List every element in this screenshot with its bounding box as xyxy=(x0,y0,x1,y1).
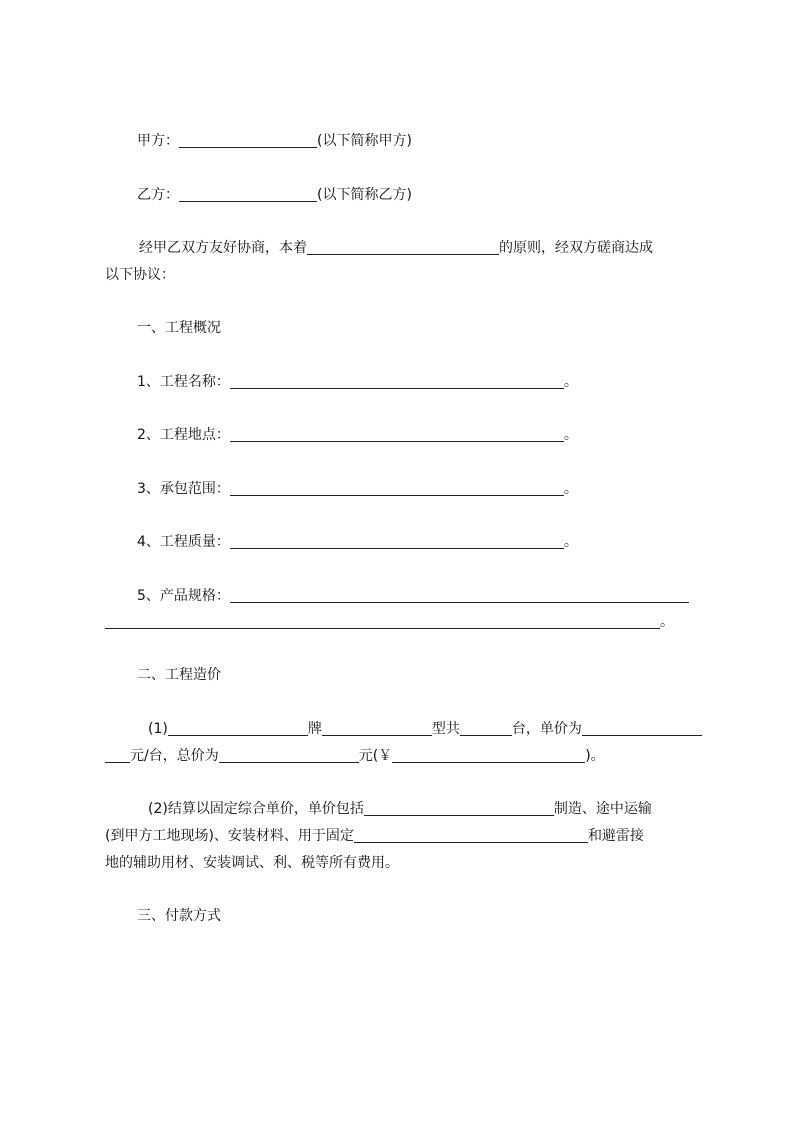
text: 台，单价为 xyxy=(511,721,582,737)
project-location-blank[interactable] xyxy=(230,427,564,442)
price-para-2-cont-2 xyxy=(105,853,399,873)
party-b-suffix: (以下简称乙方) xyxy=(317,187,412,203)
includes-blank[interactable] xyxy=(364,801,554,816)
text: 和避雷接 xyxy=(587,828,644,844)
price-para-2-cont xyxy=(105,826,644,846)
item-end: 。 xyxy=(660,614,674,630)
item-end: 。 xyxy=(563,427,578,443)
text: 元/台，总价为 xyxy=(130,748,219,764)
item-label: 3、承包范围： xyxy=(137,481,230,497)
section1-title: 一、工程概况 xyxy=(137,320,221,336)
text: (2)结算以固定综合单价，单价包括 xyxy=(148,801,364,817)
section2-title: 二、工程造价 xyxy=(137,667,221,683)
clause-number: (1) xyxy=(148,721,168,737)
principle-blank[interactable] xyxy=(307,240,499,255)
text: 元(￥ xyxy=(358,748,393,764)
fixing-blank[interactable] xyxy=(354,828,588,843)
item-label: 5、产品规格： xyxy=(137,588,230,604)
text: 制造、途中运输 xyxy=(553,801,652,817)
text: )。 xyxy=(585,748,605,764)
quantity-blank[interactable] xyxy=(460,721,512,736)
contract-scope-blank[interactable] xyxy=(230,481,564,496)
price-para-1 xyxy=(148,719,702,739)
item-end: 。 xyxy=(563,374,578,390)
intro-line xyxy=(139,238,653,258)
party-b-blank[interactable] xyxy=(179,187,317,202)
text: 牌 xyxy=(307,721,322,737)
item-product-spec xyxy=(137,586,689,606)
product-spec-blank-2[interactable] xyxy=(105,614,660,629)
price-para-1-cont xyxy=(105,746,605,766)
price-para-2 xyxy=(148,799,652,819)
item-label: 2、工程地点： xyxy=(137,427,230,443)
text: 型共 xyxy=(431,721,460,737)
party-b-label: 乙方： xyxy=(137,187,179,203)
party-a-suffix: (以下简称甲方) xyxy=(317,133,412,149)
item-label: 1、工程名称： xyxy=(137,374,230,390)
item-product-spec-cont xyxy=(105,612,674,632)
project-quality-blank[interactable] xyxy=(230,534,564,549)
item-label: 4、工程质量： xyxy=(137,534,230,550)
intro-line-2 xyxy=(105,265,175,285)
unit-price-blank-2[interactable] xyxy=(105,748,130,763)
total-price-blank[interactable] xyxy=(219,748,359,763)
party-b-line xyxy=(137,185,412,205)
section3-title: 三、付款方式 xyxy=(137,908,221,924)
text: 地的辅助用材、安装调试、利、税等所有费用。 xyxy=(105,855,399,871)
party-a-line xyxy=(137,131,412,151)
total-price-yen-blank[interactable] xyxy=(392,748,585,763)
item-project-quality xyxy=(137,532,578,552)
project-name-blank[interactable] xyxy=(230,374,564,389)
brand-blank[interactable] xyxy=(168,721,308,736)
item-project-location xyxy=(137,425,578,445)
model-blank[interactable] xyxy=(322,721,432,736)
intro-text-3: 以下协议： xyxy=(105,267,175,283)
text: (到甲方工地现场)、安装材料、用于固定 xyxy=(105,828,354,844)
item-contract-scope xyxy=(137,479,578,499)
intro-text-2: 的原则，经双方磋商达成 xyxy=(499,240,653,256)
intro-text: 经甲乙双方友好协商，本着 xyxy=(139,240,307,256)
party-a-label: 甲方： xyxy=(137,133,179,149)
party-a-blank[interactable] xyxy=(179,133,317,148)
item-project-name xyxy=(137,372,578,392)
product-spec-blank[interactable] xyxy=(230,588,689,603)
item-end: 。 xyxy=(563,481,578,497)
item-end: 。 xyxy=(563,534,578,550)
unit-price-blank[interactable] xyxy=(582,721,702,736)
